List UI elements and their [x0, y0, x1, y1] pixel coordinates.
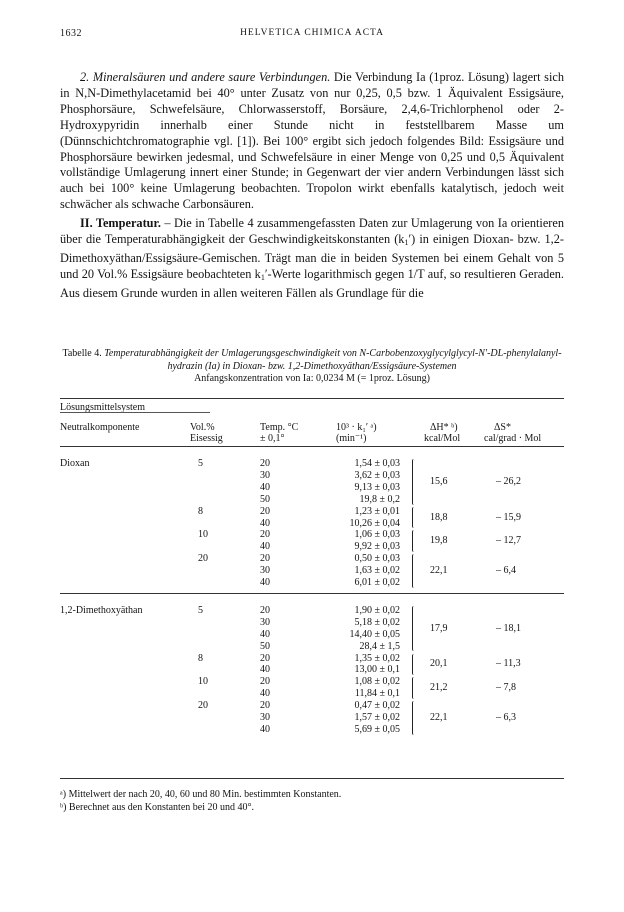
- temp-value: 20: [260, 458, 270, 469]
- temp-value: 50: [260, 493, 270, 505]
- section-divider: [60, 593, 564, 594]
- rate-constant: 0,50 ± 0,03: [354, 553, 400, 565]
- activation-entropy: – 26,2: [496, 475, 521, 487]
- col-header-dh: ΔH* ᵇ): [430, 422, 458, 433]
- temp-value: 20: [260, 604, 270, 616]
- section-name: 1,2-Dimethoxyäthan: [60, 604, 143, 616]
- temp-value: 40: [260, 517, 270, 529]
- temp-value: 20: [260, 676, 270, 688]
- table-top-rule: [60, 398, 564, 399]
- activation-enthalpy: 22,1: [430, 711, 448, 723]
- activation-entropy: – 18,1: [496, 622, 521, 634]
- footnote-b: ᵇ) Berechnet aus den Konstanten bei 20 und 40°.: [60, 802, 254, 813]
- page-header: [60, 28, 564, 42]
- caption-title: Temperaturabhängigkeit der Umlagerungsgeschwindigkeit von N-Carbobenzoxyglycylglycyl-N′-DL-phenylalanyl-hydrazin (Ia) in Dioxan- bzw. 1,2-Dimethoxyäthan/Essigsäure-Systemen: [104, 348, 562, 372]
- rate-constant: 1,06 ± 0,03: [354, 529, 400, 541]
- temp-value: 30: [260, 616, 270, 628]
- temp-value: 30: [260, 469, 270, 481]
- col-header-neutral: Neutralkomponente: [60, 422, 140, 433]
- vol-percent: 10: [198, 529, 208, 541]
- temp-value: 40: [260, 688, 270, 700]
- activation-enthalpy: 18,8: [430, 511, 448, 523]
- rate-constant: 9,13 ± 0,03: [354, 481, 400, 493]
- activation-entropy: – 15,9: [496, 511, 521, 523]
- group-brace: [412, 677, 417, 699]
- caption-label: Tabelle 4.: [62, 348, 102, 359]
- vol-percent: 8: [198, 652, 203, 664]
- activation-entropy: – 6,4: [496, 565, 516, 577]
- vol-percent: 5: [198, 604, 203, 616]
- col-header-ds-sub: cal/grad · Mol: [484, 433, 542, 444]
- temp-value: 20: [260, 505, 270, 517]
- activation-enthalpy: 15,6: [430, 475, 448, 487]
- footnotes: [60, 788, 564, 814]
- activation-enthalpy: 19,8: [430, 535, 448, 547]
- col-header-vol: Vol.%: [190, 422, 215, 433]
- rate-constant: 3,62 ± 0,03: [354, 469, 400, 481]
- temp-value: 20: [260, 553, 270, 565]
- group-brace: [412, 701, 417, 735]
- temp-value: 40: [260, 541, 270, 553]
- paragraph-mineral-acids: 2. Mineralsäuren und andere saure Verbindungen. Die Verbindung Ia (1proz. Lösung) lagert sich in N,N-Dimethylacetamid bei 40° unter Zusatz von nur 0,25, 0,5 bzw. 1 Äquivalent Essigsäure, Phosphorsäure, Schwefelsäure, Chlorwasserstoff, Borsäure, 2,4,6-Trichlorphenol oder 2-Hydroxypyridin innerhalb einer Stunde nicht in feststellbarem Masse um (Dünnschichtchromatographie vgl. [1]). Bei 100° ergibt sich jedoch folgendes Bild: Essigsäure und Phosphorsäure bewirken jedesmal, und Schwefelsäure in einer Menge von 0,25 und 0,5 Äquivalent vollständige Umlagerung innert einer Stunde; in Gegenwart der vier andern Verbindungen lässt sich auch bei 100° keine Umlagerung beobachten. Tropolon wirkt ebenfalls katalytisch, jedoch weit schwächer als schwache Carbonsäuren.: [60, 70, 564, 212]
- table-caption: [60, 348, 564, 386]
- activation-enthalpy: 17,9: [430, 622, 448, 634]
- vol-percent: 20: [198, 553, 208, 565]
- table-header-rule: [60, 446, 564, 447]
- rate-constant: 11,84 ± 0,1: [354, 688, 400, 700]
- page-number: 1632: [60, 28, 82, 39]
- group-header: Lösungsmittelsystem: [60, 402, 145, 413]
- temp-value: 30: [260, 712, 270, 723]
- col-header-temp-sub: ± 0,1°: [260, 433, 285, 444]
- group-brace: [412, 530, 417, 552]
- journal-title: HELVETICA CHIMICA ACTA: [240, 28, 384, 38]
- activation-entropy: – 6,3: [496, 711, 516, 723]
- rate-constant: 14,40 ± 0,05: [349, 628, 400, 640]
- rate-constant: 19,8 ± 0,2: [359, 493, 400, 505]
- rate-constant: 5,69 ± 0,05: [354, 723, 400, 735]
- temp-value: 30: [260, 565, 270, 577]
- activation-entropy: – 11,3: [496, 658, 521, 670]
- temp-value: 20: [260, 529, 270, 541]
- activation-entropy: – 12,7: [496, 535, 521, 547]
- table-bottom-rule: [60, 778, 564, 779]
- temp-value: 20: [260, 700, 270, 712]
- rate-constant: 6,01 ± 0,02: [354, 577, 400, 588]
- rate-constant: 1,23 ± 0,01: [354, 505, 400, 517]
- col-header-dh-sub: kcal/Mol: [424, 433, 461, 444]
- rate-constant: 1,57 ± 0,02: [354, 712, 400, 723]
- section-title-temperature: II. Temperatur.: [80, 216, 161, 231]
- group-brace: [412, 654, 417, 676]
- rate-constant: 1,63 ± 0,02: [354, 565, 400, 577]
- temp-value: 40: [260, 723, 270, 735]
- rate-constant: 1,90 ± 0,02: [354, 604, 400, 616]
- rate-constant: 1,54 ± 0,03: [354, 458, 400, 469]
- rate-constant: 1,35 ± 0,02: [354, 652, 400, 664]
- group-brace: [412, 606, 417, 652]
- rate-constant: 13,00 ± 0,1: [354, 664, 400, 676]
- col-header-ds: ΔS*: [494, 422, 511, 433]
- paragraph-temperature: II. Temperatur. – Die in Tabelle 4 zusammengefassten Daten zur Umlagerung von Ia orientieren über die Temperaturabhängigkeit der Geschwindigkeitskonstanten $(k_1')$ in einigen Dioxan- bzw. 1,2-Dimethoxyäthan/Essigsäure-Gemischen. Trägt man die in beiden Systemen bei einem Gehalt von 5 und 20 Vol.% Essigsäure beobachteten $k_1'$-Werte logarithmisch gegen 1/T auf, so resultieren Geraden. Aus diesem Grunde wurden in allen weiteren Fällen als Grundlage für die: [60, 216, 564, 300]
- temp-value: 20: [260, 652, 270, 664]
- group-brace: [412, 507, 417, 529]
- vol-percent: 20: [198, 700, 208, 712]
- rate-constant: 28,4 ± 1,5: [359, 640, 400, 652]
- caption-concentration: Anfangskonzentration von Ia: 0,0234 M (= 1proz. Lösung): [194, 373, 430, 385]
- col-header-k: 10³ · k₁′ ᵃ): [336, 422, 377, 433]
- group-brace: [412, 554, 417, 588]
- section-name: Dioxan: [60, 458, 90, 469]
- temp-value: 40: [260, 664, 270, 676]
- vol-percent: 5: [198, 458, 203, 469]
- col-header-k-sub: (min⁻¹): [336, 433, 367, 444]
- col-header-temp: Temp. °C: [260, 422, 299, 433]
- vol-percent: 8: [198, 505, 203, 517]
- footnote-a: ᵃ) Mittelwert der nach 20, 40, 60 und 80 Min. bestimmten Konstanten.: [60, 789, 342, 800]
- temp-value: 50: [260, 640, 270, 652]
- body-text: [60, 70, 564, 302]
- activation-enthalpy: 22,1: [430, 565, 448, 577]
- vol-percent: 10: [198, 676, 208, 688]
- rate-constant: 9,92 ± 0,03: [354, 541, 400, 553]
- activation-entropy: – 7,8: [496, 682, 516, 694]
- rate-constant: 0,47 ± 0,02: [354, 700, 400, 712]
- rate-constant: 10,26 ± 0,04: [349, 517, 400, 529]
- activation-enthalpy: 20,1: [430, 658, 448, 670]
- temp-value: 40: [260, 577, 270, 588]
- rate-constant: 1,08 ± 0,02: [354, 676, 400, 688]
- rate-constant: 5,18 ± 0,02: [354, 616, 400, 628]
- section-title-mineral-acids: 2. Mineralsäuren und andere saure Verbindungen.: [80, 70, 331, 84]
- temp-value: 40: [260, 628, 270, 640]
- group-header-rule: [60, 412, 210, 413]
- temp-value: 40: [260, 481, 270, 493]
- group-brace: [412, 459, 417, 505]
- activation-enthalpy: 21,2: [430, 682, 448, 694]
- col-header-vol-sub: Eisessig: [190, 433, 223, 444]
